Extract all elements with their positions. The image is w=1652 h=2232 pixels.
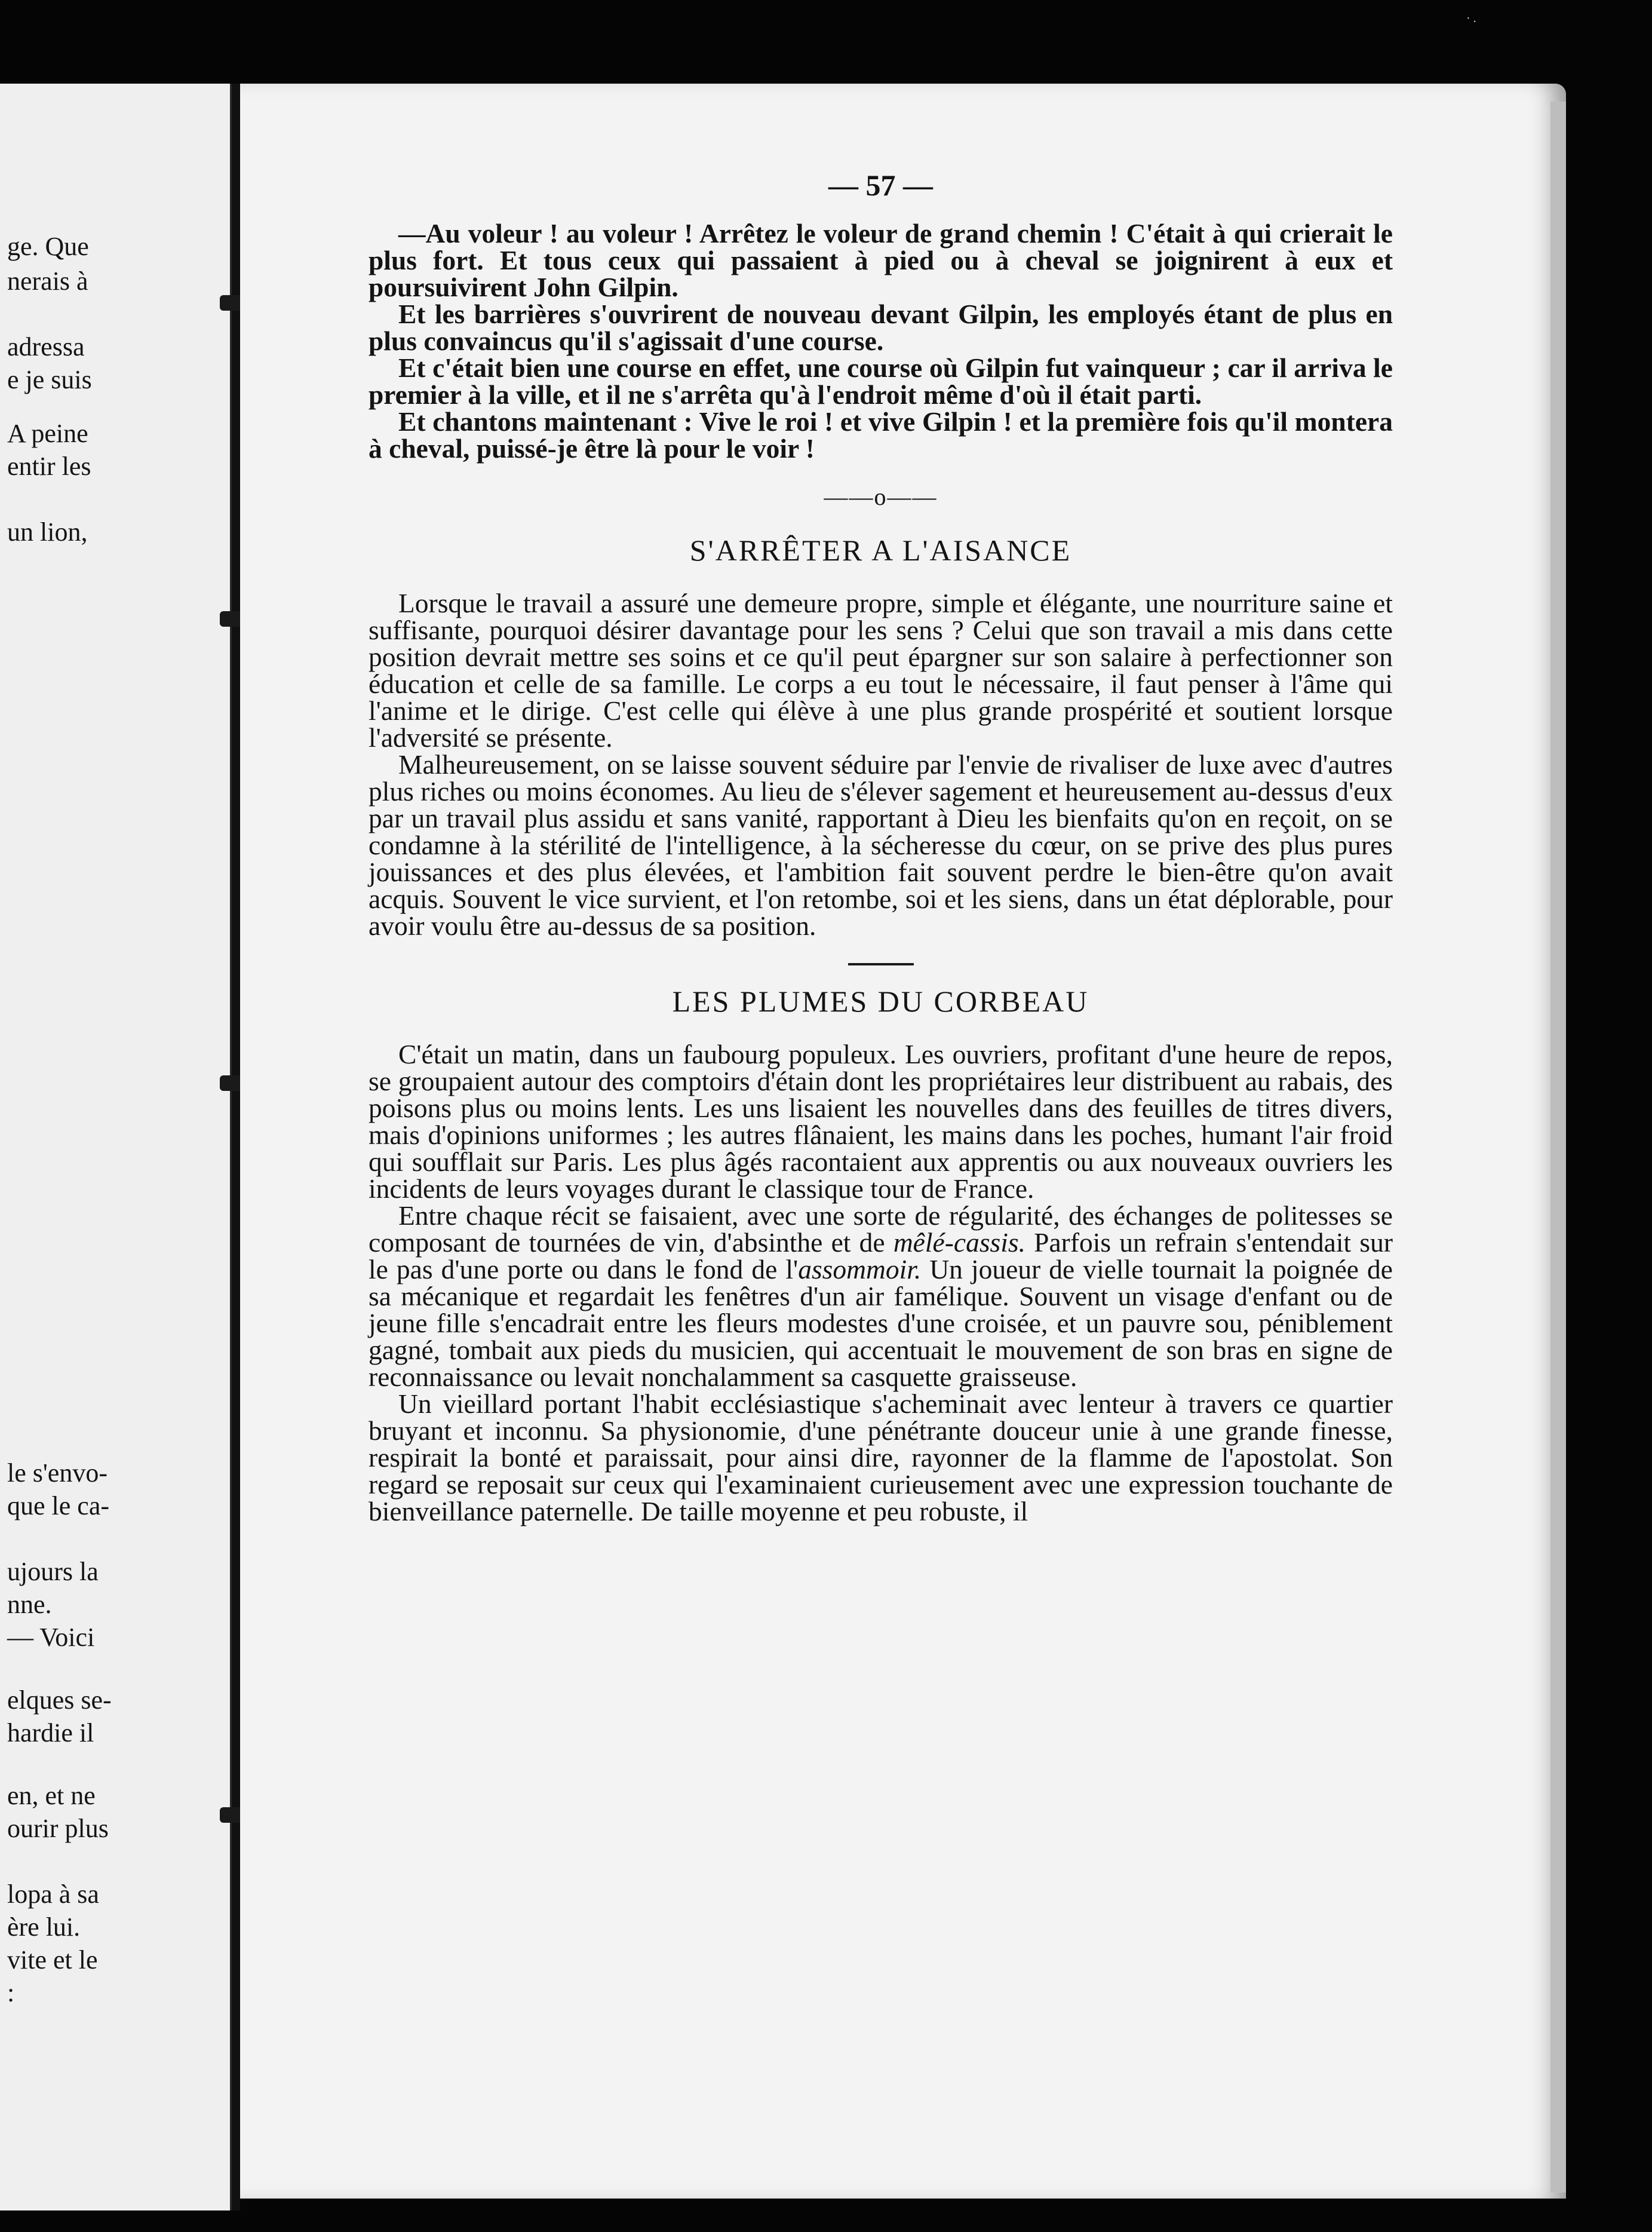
previous-page-fragment — [0, 84, 232, 2210]
left-line: le s'envo- — [7, 1458, 108, 1488]
paragraph: Et les barrières s'ouvrirent de nouveau devant Gilpin, les employés étant de plus en plus convaincus qu'il s'agissait d'une course. — [369, 299, 1393, 356]
italic-term: assommoir. — [798, 1254, 922, 1284]
left-line: — Voici — [7, 1623, 95, 1652]
gilpin-ending — [369, 220, 1393, 462]
section-title: S'ARRÊTER A L'AISANCE — [689, 534, 1072, 567]
left-line: elques se- — [7, 1685, 112, 1715]
book-binding — [232, 84, 240, 2210]
left-line: un lion, — [7, 517, 88, 547]
left-line: hardie il — [7, 1718, 94, 1747]
left-line: ère lui. — [7, 1912, 81, 1942]
left-line: nerais à — [7, 266, 88, 296]
paragraph — [369, 1202, 1393, 1390]
paragraph: Malheureusement, on se laisse souvent séduire par l'envie de rivaliser de luxe avec d'autres plus riches ou moins économes. Au lieu de s'élever sagement et heureusement au-dessus d'eux par un travail plus assidu et sans vanité, rapportant à Dieu les bienfaits qu'on en reçoit, on se condamne à la stérilité de l'intelligence, à la sécheresse du cœur, on se prive des plus pures jouissances et des plus élevées, et l'ambition fait souvent perdre le bien-être qu'on avait acquis. Souvent le vice survient, et l'on retombe, soi et les siens, dans un état déplorable, pour avoir voulu être au-dessus de sa position. — [369, 749, 1393, 941]
left-line: que le ca- — [7, 1491, 109, 1520]
page-edge-shadow — [1550, 102, 1566, 2193]
scan-speck: · . — [1466, 12, 1476, 25]
book-page — [240, 84, 1566, 2199]
page-content — [369, 167, 1393, 1525]
page-number: — 57 — — [828, 168, 933, 202]
text-run: Un joueur de vielle tournait la poignée de sa mécanique et regardait les fenêtres d'un air famélique. Souvent un visage d'enfant ou de jeune fille s'encadrait entre les fleurs modestes d'une croisée, et un pauvre sou, péniblement gagné, tombait aux pieds du musicien, qui accentuait le mouvement de son bras en signe de reconnaissance ou levait nonchalamment sa casquette graisseuse. — [369, 1254, 1393, 1392]
left-line: en, et ne — [7, 1781, 96, 1810]
left-line: lopa à sa — [7, 1880, 99, 1909]
left-line: entir les — [7, 452, 91, 481]
left-line: vite et le — [7, 1945, 98, 1975]
paragraph: Un vieillard portant l'habit ecclésiastique s'acheminait avec lenteur à travers ce quartier bruyant et inconnu. Sa physionomie, d'une pénétrante douceur unie à une grande finesse, respirait la bonté et paraissait, pour ainsi dire, rayonner de la flamme de l'apostolat. Son regard se reposait sur ceux qui l'examinaient curieusement avec une expression touchante de bienveillance paternelle. De taille moyenne et peu robuste, il — [369, 1388, 1393, 1526]
text-run: Parfois un refrain s'entendait sur le pas d'une porte ou dans le fond de l' — [369, 1227, 1393, 1284]
left-line: e je suis — [7, 365, 92, 394]
paragraph: Et chantons maintenant : Vive le roi ! et vive Gilpin ! et la première fois qu'il montera à cheval, puissé-je être là pour le voir ! — [369, 406, 1393, 464]
left-line: ge. Que — [7, 232, 89, 261]
paragraph: Et c'était bien une course en effet, une course où Gilpin fut vainqueur ; car il arriva le premier à la ville, et il ne s'arrêta qu'à l'endroit même d'où il était parti. — [369, 352, 1393, 410]
left-line: ujours la — [7, 1557, 99, 1586]
section-title: LES PLUMES DU CORBEAU — [672, 985, 1089, 1018]
left-line: ourir plus — [7, 1814, 109, 1843]
paragraph: Lorsque le travail a assuré une demeure propre, simple et élégante, une nourriture saine et suffisante, pourquoi désirer davantage pour les sens ? Celui que son travail a mis dans cette position devrait mettre ses soins et ce qu'il peut épargner sur son salaire à perfectionner son éducation et celle de sa famille. Le corps a eu tout le nécessaire, il faut penser à l'âme qui l'anime et le dirige. C'est celle qui élève à une plus grande prospérité et soutient lorsque l'adversité se présente. — [369, 588, 1393, 753]
text-run: Entre chaque récit se faisaient, avec une sorte de régularité, des échanges de politesses se composant de tournées de vin, d'absinthe et de — [369, 1200, 1393, 1258]
paragraph: C'était un matin, dans un faubourg populeux. Les ouvriers, profitant d'une heure de repos, se groupaient autour des comptoirs d'étain dont les propriétaires leur distribuent au rabais, des poisons plus ou moins lents. Les uns lisaient les nouvelles dans des feuilles de titres divers, mais d'opinions uniformes ; les autres flânaient, les mains dans les poches, humant l'air froid qui soufflait sur Paris. Les plus âgés racontaient aux apprentis ou aux nouveaux ouvriers les incidents de leurs voyages durant le classique tour de France. — [369, 1039, 1393, 1204]
section-separator: ——o—— — [824, 483, 938, 510]
section-divider — [848, 963, 914, 965]
italic-term: mêlé-cassis. — [893, 1227, 1025, 1258]
left-line: A peine — [7, 419, 88, 448]
left-line: adressa — [7, 332, 85, 361]
paragraph: —Au voleur ! au voleur ! Arrêtez le voleur de grand chemin ! C'était à qui crierait le plus fort. Et tous ceux qui passaient à pied ou à cheval se joignirent à eux et poursuivirent John Gilpin. — [369, 218, 1393, 302]
left-line: nne. — [7, 1590, 52, 1619]
left-line: : — [7, 1978, 15, 2007]
